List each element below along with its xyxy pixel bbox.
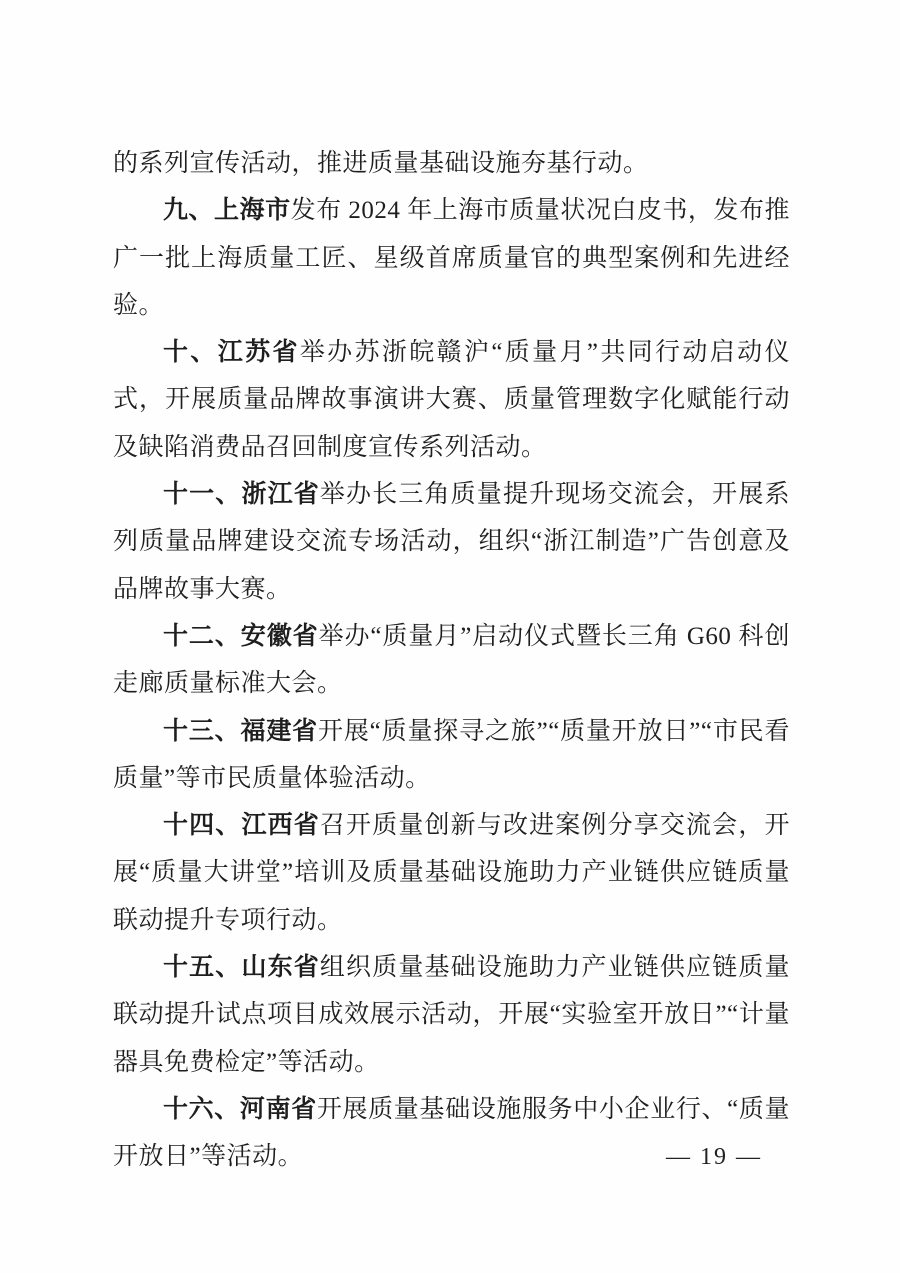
page-number: — 19 — (666, 1144, 762, 1170)
item-text: 召开质量创新与改进案例分享交流会，开展“质量大讲堂”培训及质量基础设施助力产业链供应链质量联动提升专项行动。 (113, 812, 790, 934)
page-footer (666, 1144, 762, 1171)
item-11-zhejiang (113, 471, 790, 613)
item-14-jiangxi (113, 802, 790, 944)
item-9-shanghai (113, 187, 790, 329)
item-text: 开展“质量探寻之旅”“质量开放日”“市民看质量”等市民质量体验活动。 (113, 717, 790, 792)
document-body (113, 140, 790, 1181)
item-text: 发布 2024 年上海市质量状况白皮书，发布推广一批上海质量工匠、星级首席质量官的典型案例和先进经验。 (113, 197, 790, 319)
item-prefix: 九、上海市 (163, 197, 291, 225)
continuation-paragraph (113, 140, 790, 187)
item-10-jiangsu (113, 329, 790, 471)
item-text: 举办“质量月”启动仪式暨长三角 G60 科创走廊质量标准大会。 (113, 622, 790, 698)
item-prefix: 十五、山东省 (163, 954, 320, 982)
item-prefix: 十四、江西省 (163, 812, 320, 840)
item-15-shandong (113, 944, 790, 1086)
item-prefix: 十三、福建省 (163, 717, 319, 745)
item-13-fujian (113, 708, 790, 803)
item-prefix: 十、江苏省 (163, 339, 300, 367)
item-text: 举办长三角质量提升现场交流会，开展系列质量品牌建设交流专场活动，组织“浙江制造”广告创意及品牌故事大赛。 (113, 481, 790, 603)
item-12-anhui (113, 613, 790, 708)
item-text: 举办苏浙皖赣沪“质量月”共同行动启动仪式，开展质量品牌故事演讲大赛、质量管理数字化赋能行动及缺陷消费品召回制度宣传系列活动。 (113, 339, 790, 461)
item-text: 的系列宣传活动，推进质量基础设施夯基行动。 (113, 150, 649, 177)
item-prefix: 十二、安徽省 (163, 622, 319, 650)
item-text: 开展质量基础设施服务中小企业行、“质量开放日”等活动。 (113, 1095, 790, 1171)
item-prefix: 十六、河南省 (163, 1095, 317, 1123)
item-text: 组织质量基础设施助力产业链供应链质量联动提升试点项目成效展示活动，开展“实验室开放日”“计量器具免费检定”等活动。 (113, 954, 790, 1076)
item-prefix: 十一、浙江省 (163, 481, 320, 509)
